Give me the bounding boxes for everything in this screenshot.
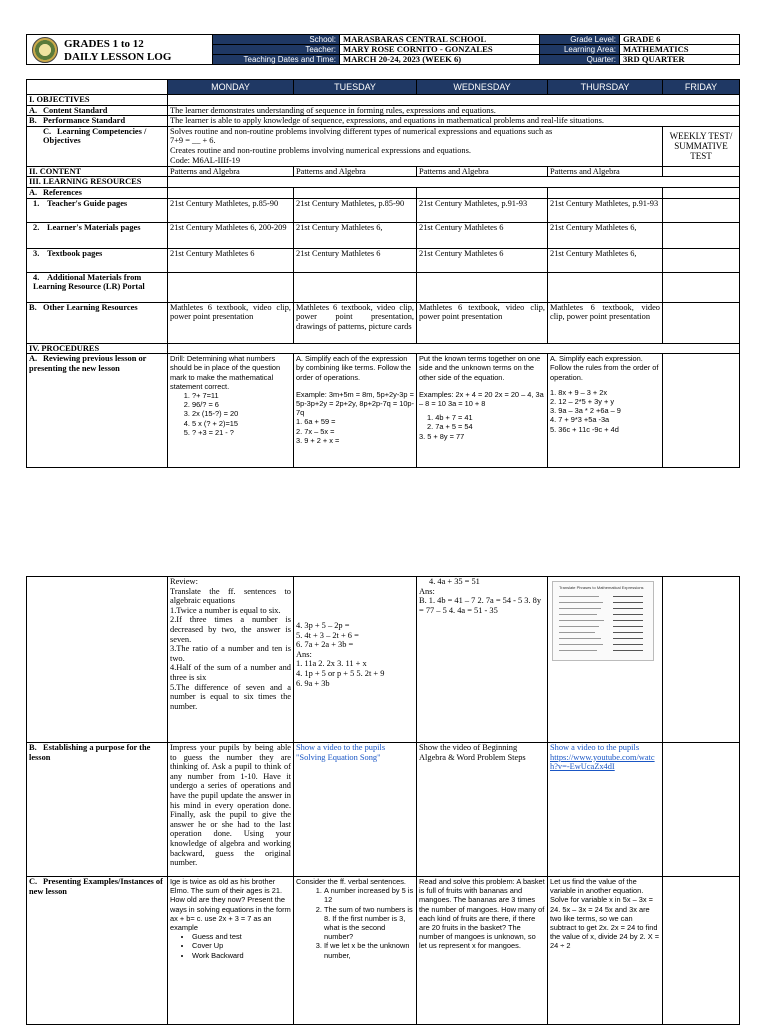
competency-code: Code: M6AL-IIIf-19 — [170, 155, 241, 165]
competency-line: Solves routine and non-routine problems involving different types of numerical expressions and equations such as — [170, 126, 553, 136]
exercise-item: 2. 12 – 2*5 + 3y + y — [550, 396, 615, 406]
drill-item: 2. 96/? = 6 — [192, 400, 291, 409]
worksheet-thumbnail — [552, 581, 654, 661]
blank-cell — [168, 187, 294, 198]
answer-label: Ans: — [419, 586, 435, 596]
thumbnail-line — [559, 632, 595, 633]
competency-line: Creates routine and non-routine problems involving numerical expressions and equations. — [170, 145, 471, 155]
dates-value: MARCH 20-24, 2023 (WEEK 6) — [340, 55, 540, 65]
tb-wednesday: 21st Century Mathletes 6 — [417, 248, 548, 272]
quarter-label: Quarter: — [540, 55, 620, 65]
teacher-value: MARY ROSE CORNITO - GONZALES — [340, 45, 540, 55]
exercise-item: 3. 9 + 2 + x = — [296, 435, 340, 445]
thumbnail-rule — [613, 602, 643, 603]
review-line: 4.Half of the sum of a number and three is six — [170, 663, 291, 682]
blank-cell — [663, 272, 740, 302]
content-wednesday: Patterns and Algebra — [417, 166, 548, 177]
friday-weekly-test: WEEKLY TEST/ SUMMATIVE TEST — [663, 126, 740, 166]
label-number: B. — [29, 743, 37, 752]
teacher-label: Teacher: — [213, 45, 340, 55]
day-wednesday: WEDNESDAY — [417, 80, 548, 95]
review-cont-thursday — [548, 577, 663, 743]
quarter-value: 3RD QUARTER — [620, 55, 740, 65]
continued-label-cell — [27, 577, 168, 743]
content-tuesday: Patterns and Algebra — [294, 166, 417, 177]
blank-cell — [548, 187, 663, 198]
answer-line: 6. 9a + 3b — [296, 678, 330, 688]
thumbnail-line — [559, 650, 597, 651]
thumbnail-line — [559, 596, 599, 597]
page-two — [0, 576, 768, 1024]
thumbnail-rule — [613, 608, 643, 609]
sentence-item: 2. The sum of two numbers is 8. If the first number is 3, what is the second number? — [324, 905, 414, 942]
review-line: 1.Twice a number is equal to six. — [170, 605, 281, 615]
review-cont-wednesday — [417, 577, 548, 743]
thumbnail-line — [559, 602, 603, 603]
label-number: C. — [29, 877, 38, 886]
review-example: Examples: 2x + 4 = 20 2x = 20 – 4, 3a – 8 = 10 3a = 10 + 8 — [419, 389, 544, 408]
purpose-tuesday: Show a video to the pupils "Solving Equation Song" — [294, 743, 417, 877]
thumbnail-line — [559, 644, 603, 645]
thumbnail-rule — [613, 620, 643, 621]
label-text: Textbook pages — [47, 248, 103, 258]
review-intro: A. Simplify each expression. Follow the rules from the order of operation. — [550, 354, 659, 382]
drill-item: 4. 5 x (? + 2)=15 — [192, 419, 291, 428]
label-number: B. — [29, 116, 37, 126]
tg-friday — [663, 198, 740, 222]
label-number: 4. — [33, 272, 40, 282]
review-line: Translate the ff. sentences to algebraic equations — [170, 586, 291, 606]
exercise-item: 4. 7 + 9*3 +5a -3a — [550, 415, 610, 425]
other-thursday: Mathletes 6 textbook, video clip, power point presentation — [548, 302, 663, 343]
sentence-item: 3. If we let x be the unknown number, — [324, 941, 414, 959]
procedures-heading: IV. PROCEDURES — [27, 343, 168, 354]
review-thursday — [548, 354, 663, 468]
blank-cell — [294, 272, 417, 302]
exercise-item: 4. 3p + 5 – 2p = — [296, 621, 350, 630]
resources-heading: III. LEARNING RESOURCES — [27, 177, 168, 188]
exercise-item: 1. 4b + 7 = 41 — [427, 413, 473, 423]
label-number: A. — [29, 354, 38, 364]
exercise-item: 6. 7a + 2a + 3b = — [296, 640, 354, 650]
header-table — [26, 34, 740, 65]
method-item: • Guess and test — [192, 932, 291, 941]
textbook-label — [27, 248, 168, 272]
lm-tuesday: 21st Century Mathletes 6, — [294, 222, 417, 248]
area-value: MATHEMATICS — [620, 45, 740, 55]
answer-label: Ans: — [296, 649, 312, 659]
tb-friday — [663, 248, 740, 272]
review-intro: Put the known terms together on one side and the unknown terms on the other side of the equation. — [419, 354, 541, 382]
presenting-thursday: Let us find the value of the variable in another equation. Solve for variable x in 5x – 3x = 24. 5x – 3x = 24 5x and 3x are two like terms, so we can subtract to get 2x. 2x = 24 to find the value of x, divide 24 by 2. X = 24 ÷ 2 — [548, 877, 663, 1025]
label-text: Teacher's Guide pages — [47, 198, 128, 208]
label-text: Additional Materials from Learning Resource (LR) Portal — [33, 272, 145, 292]
day-thursday: THURSDAY — [548, 80, 663, 95]
method-item: • Cover Up — [192, 941, 291, 950]
exercise-item: 5. 4t + 3 – 2t + 6 = — [296, 630, 359, 640]
content-friday — [663, 166, 740, 177]
other-resources-label — [27, 302, 168, 343]
review-cont-monday — [168, 577, 294, 743]
thumbnail-line — [559, 626, 599, 627]
review-line: Review: — [170, 577, 198, 586]
day-tuesday: TUESDAY — [294, 80, 417, 95]
school-label: School: — [213, 35, 340, 45]
objectives-heading: I. OBJECTIVES — [27, 95, 168, 106]
procedures-blank — [168, 343, 740, 354]
lesson-table — [26, 79, 740, 468]
review-example: Example: 3m+5m = 8m, 5p+2y-3p = 5p-3p+2y = 2p+2y, 8p+2p-7q = 10p-7q — [296, 389, 415, 418]
resources-blank — [168, 177, 740, 188]
grade-label: Grade Level: — [540, 35, 620, 45]
presenting-friday — [663, 877, 740, 1025]
drill-item: 5. ? +3 = 21 - ? — [192, 428, 291, 437]
references-label — [27, 187, 168, 198]
label-text: Other Learning Resources — [43, 302, 138, 312]
dates-label: Teaching Dates and Time: — [213, 55, 340, 65]
label-text: Establishing a purpose for the lesson — [29, 743, 151, 762]
sentence-item: 1. A number increased by 5 is 12 — [324, 886, 414, 904]
answer-line: B. 1. 4b = 41 – 7 2. 7a = 54 - 5 3. 8y = 77 – 5 4. 4a = 51 - 35 — [419, 596, 542, 615]
exercise-item: 1. 8x + 9 – 3 + 2x — [550, 387, 608, 397]
label-number: B. — [29, 302, 37, 312]
thumbnail-line — [559, 608, 601, 609]
title-line-1: GRADES 1 to 12 — [64, 38, 144, 50]
page-one — [0, 0, 768, 500]
additional-materials-label — [27, 272, 168, 302]
learners-materials-label — [27, 222, 168, 248]
exercise-item: 3. 9a – 3a * 2 +6a – 9 — [550, 406, 621, 416]
review-friday — [663, 354, 740, 468]
school-value: MARASBARAS CENTRAL SCHOOL — [340, 35, 540, 45]
label-number: A. — [29, 187, 38, 197]
purpose-wednesday: Show the video of Beginning Algebra & Word Problem Steps — [417, 743, 548, 877]
grade-value: GRADE 6 — [620, 35, 740, 45]
review-cont-tuesday — [294, 577, 417, 743]
video-link[interactable]: https://www.youtube.com/watch?v=-EwUcaZx4dI — [550, 752, 655, 772]
presenting-wednesday: Read and solve this problem: A basket is full of fruits with bananas and mangoes. The bananas are 3 times the number of mangoes. How many of each kind of fruits are there, if there are 20 fruits in the basket? The number of mangoes is unknown, so let us represent x for mangoes. — [417, 877, 548, 1025]
corner-cell — [27, 80, 168, 95]
answer-line: 1. 11a 2. 2x 3. 11 + x — [296, 659, 367, 669]
label-text: Learning Competencies / Objectives — [43, 126, 147, 146]
review-tuesday — [294, 354, 417, 468]
thumbnail-rule — [613, 626, 643, 627]
lm-thursday: 21st Century Mathletes 6, — [548, 222, 663, 248]
other-tuesday: Mathletes 6 textbook, video clip, power point presentation, drawings of patterns, picture cards — [294, 302, 417, 343]
content-standard-text: The learner demonstrates understanding of sequence in forming rules, expressions and equations. — [168, 105, 740, 116]
blank-cell — [417, 272, 548, 302]
lm-friday — [663, 222, 740, 248]
review-intro: A. Simplify each of the expression by combining like terms. Follow the order of operations. — [296, 354, 412, 382]
tg-thursday: 21st Century Mathletes, p.91-93 — [548, 198, 663, 222]
objectives-blank — [168, 95, 740, 106]
thumbnail-rule — [613, 596, 643, 597]
review-cont-friday — [663, 577, 740, 743]
title-cell — [27, 35, 213, 65]
purpose-monday: Impress your pupils by being able to guess the number they are thinking of. Ask a pupil to think of any number from 1-10. Have it undergo a series of operations and have the pupil update the answer in his mind in every operation done. Finally, ask the pupil to give the answer he or she had to the last operation done. Using your knowledge of algebra and working backward, guess the original number. — [168, 743, 294, 877]
exercise-item: 5. 36c + 11c -9c + 4d — [550, 424, 619, 434]
lm-wednesday: 21st Century Mathletes 6 — [417, 222, 548, 248]
exercise-item: 4. 4a + 35 = 51 — [429, 577, 480, 586]
purpose-thursday — [548, 743, 663, 877]
other-wednesday: Mathletes 6 textbook, video clip, power point presentation — [417, 302, 548, 343]
drill-item: 3. 2x (15-?) = 20 — [192, 409, 291, 418]
thumbnail-line — [559, 638, 601, 639]
competency-line: 7+9 = __ + 6. — [170, 136, 216, 146]
label-text: Content Standard — [43, 105, 108, 115]
label-text: Performance Standard — [43, 116, 126, 126]
presenting-label — [27, 877, 168, 1025]
tg-monday: 21st Century Mathletes, p.85-90 — [168, 198, 294, 222]
purpose-text: Show a video to the pupils — [550, 743, 640, 752]
teachers-guide-label — [27, 198, 168, 222]
presenting-monday — [168, 877, 294, 1025]
lm-monday: 21st Century Mathletes 6, 200-209 — [168, 222, 294, 248]
label-number: 3. — [33, 248, 40, 258]
review-line: 3.The ratio of a number and ten is two. — [170, 644, 291, 663]
content-standard-label — [27, 105, 168, 116]
presenting-text: Consider the ff. verbal sentences. — [296, 877, 406, 886]
thumbnail-rule — [613, 650, 643, 651]
thumbnail-rule — [613, 632, 643, 633]
review-intro: Drill: Determining what numbers should be in place of the question mark to make the mathematical statement correct. — [170, 354, 281, 391]
reviewing-label — [27, 354, 168, 468]
title-line-2: DAILY LESSON LOG — [64, 51, 172, 63]
lesson-table-continued — [26, 576, 740, 1025]
exercise-item: 2. 7a + 5 = 54 — [427, 422, 473, 432]
spacer — [296, 577, 414, 621]
page-break — [0, 500, 768, 576]
purpose-friday — [663, 743, 740, 877]
method-item: • Work Backward — [192, 951, 291, 960]
review-monday — [168, 354, 294, 468]
tg-wednesday: 21st Century Mathletes, p.91-93 — [417, 198, 548, 222]
presenting-tuesday — [294, 877, 417, 1025]
performance-standard-label — [27, 116, 168, 127]
review-line: 5.The difference of seven and a number is equal to six times the number. — [170, 682, 291, 711]
tb-thursday: 21st Century Mathletes 6, — [548, 248, 663, 272]
thumbnail-rule — [613, 644, 643, 645]
content-thursday: Patterns and Algebra — [548, 166, 663, 177]
day-friday: FRIDAY — [663, 80, 740, 95]
competencies-label — [27, 126, 168, 166]
day-monday: MONDAY — [168, 80, 294, 95]
blank-cell — [663, 187, 740, 198]
exercise-item: 2. 7x – 5x = — [296, 426, 335, 436]
tb-tuesday: 21st Century Mathletes 6 — [294, 248, 417, 272]
blank-cell — [294, 187, 417, 198]
presenting-text: Ige is twice as old as his brother Elmo. The sum of their ages is 21. How old are they now? Present the ways in solving equations in the form ax + b= c. use 2x + 3 = 7 as an example — [170, 877, 291, 933]
label-text: Learner's Materials pages — [47, 222, 141, 232]
exercise-item: 3. 5 + 8y = 77 — [419, 431, 465, 441]
other-friday — [663, 302, 740, 343]
performance-standard-text: The learner is able to apply knowledge of sequence, expressions, and equations in mathematical problems and real-life situations. — [168, 116, 740, 127]
thumbnail-line — [559, 614, 597, 615]
review-wednesday — [417, 354, 548, 468]
blank-cell — [168, 272, 294, 302]
competencies-text — [168, 126, 663, 166]
tb-monday: 21st Century Mathletes 6 — [168, 248, 294, 272]
blank-cell — [548, 272, 663, 302]
drill-item: 1. ?+ 7=11 — [192, 391, 291, 400]
area-label: Learning Area: — [540, 45, 620, 55]
tg-tuesday: 21st Century Mathletes, p.85-90 — [294, 198, 417, 222]
thumbnail-rule — [613, 638, 643, 639]
content-label: II. CONTENT — [27, 166, 168, 177]
review-line: 2.If three times a number is decreased by two, the answer is seven. — [170, 615, 291, 644]
blank-cell — [417, 187, 548, 198]
purpose-label — [27, 743, 168, 877]
label-number: A. — [29, 105, 38, 115]
label-number: 1. — [33, 198, 40, 208]
label-number: C. — [43, 126, 52, 136]
content-monday: Patterns and Algebra — [168, 166, 294, 177]
label-number: 2. — [33, 222, 40, 232]
other-monday: Mathletes 6 textbook, video clip, power point presentation — [168, 302, 294, 343]
label-text: References — [43, 187, 82, 197]
exercise-item: 1. 6a + 59 = — [296, 417, 336, 427]
label-text: Presenting Examples/Instances of new lesson — [29, 877, 163, 896]
label-text: Reviewing previous lesson or presenting the new lesson — [29, 354, 147, 373]
thumbnail-line — [559, 620, 604, 621]
answer-line: 4. 1p + 5 or p + 5 5. 2t + 9 — [296, 668, 385, 678]
thumbnail-title: Translate Phrases to Mathematical Expressions — [559, 585, 644, 590]
thumbnail-rule — [613, 614, 643, 615]
